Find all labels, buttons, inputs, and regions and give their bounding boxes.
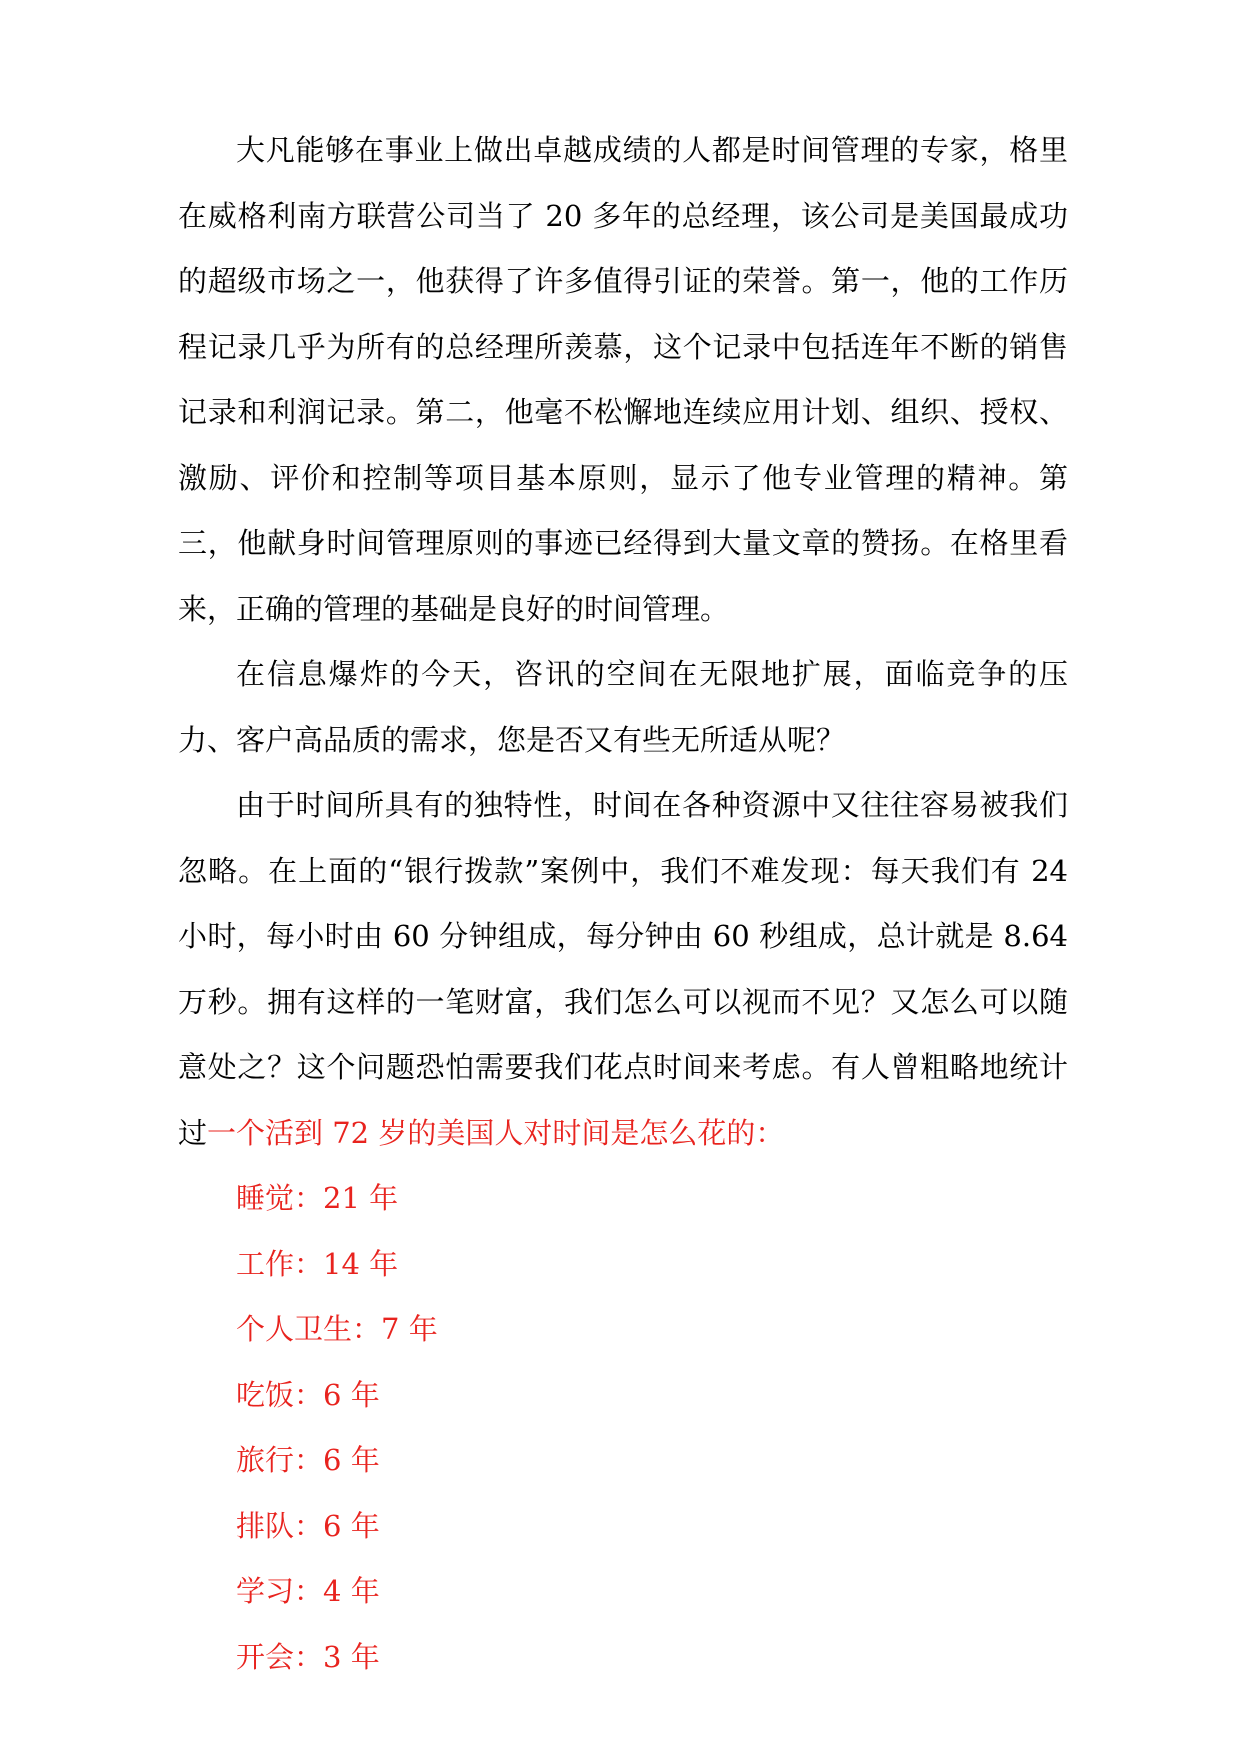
red-intro-line: 一个活到 72 岁的美国人对时间是怎么花的：	[207, 1115, 785, 1150]
list-item	[178, 1559, 1068, 1625]
paragraph-time-uniqueness-text: 由于时间所具有的独特性，时间在各种资源中又往往容易被我们忽略。在上面的“银行拨款”案例中，我们不难发现：每天我们有 24 小时，每小时由 60 分钟组成，每分钟由 60 秒组成，总计就是 8.64 万秒。拥有这样的一笔财富，我们怎么可以视而不见？又怎么可以随意处之？这个问题恐怕需要我们花点时间来考虑。有人曾粗略地统计过	[178, 788, 1068, 1150]
time-allocation-list	[178, 1166, 1068, 1690]
list-item-separator: ：	[294, 1574, 324, 1608]
list-item	[178, 1428, 1068, 1494]
list-item-value: 7 年	[381, 1312, 438, 1346]
list-item-separator: ：	[294, 1181, 324, 1215]
list-item-separator: ：	[294, 1639, 324, 1674]
paragraph-grey-management: 大凡能够在事业上做出卓越成绩的人都是时间管理的专家，格里在威格利南方联营公司当了 20 多年的总经理，该公司是美国最成功的超级市场之一，他获得了许多值得引证的荣誉。第一，他的工作历程记录几乎为所有的总经理所羡慕，这个记录中包括连年不断的销售记录和利润记录。第二，他毫不松懈地连续应用计划、组织、授权、激励、评价和控制等项目基本原则，显示了他专业管理的精神。第三，他献身时间管理原则的事迹已经得到大量文章的赞扬。在格里看来，正确的管理的基础是良好的时间管理。	[178, 133, 1068, 626]
list-item-value: 6 年	[323, 1443, 380, 1477]
list-item-value: 21 年	[323, 1181, 399, 1215]
list-item-separator: ：	[294, 1377, 324, 1412]
list-item-activity: 工作	[236, 1246, 295, 1281]
list-item-activity: 个人卫生	[236, 1312, 353, 1346]
paragraph-information-age: 在信息爆炸的今天，咨讯的空间在无限地扩展，面临竞争的压力、客户高品质的需求，您是否又有些无所适从呢？	[178, 657, 1068, 757]
paragraph-time-uniqueness	[178, 773, 1068, 1166]
list-item-value: 6 年	[323, 1508, 380, 1543]
list-item	[178, 1625, 1068, 1691]
list-item	[178, 1494, 1068, 1560]
list-item	[178, 1297, 1068, 1363]
list-item-activity: 学习	[236, 1574, 295, 1608]
list-item-value: 3 年	[323, 1639, 380, 1674]
list-item-separator: ：	[294, 1246, 324, 1281]
list-item-value: 14 年	[323, 1246, 399, 1281]
list-item-activity: 排队	[236, 1508, 295, 1543]
list-item-activity: 吃饭	[236, 1377, 295, 1412]
list-item	[178, 1363, 1068, 1429]
list-item-separator: ：	[294, 1443, 324, 1477]
document-page	[178, 118, 1068, 1690]
list-item-separator: ：	[294, 1508, 324, 1543]
list-item-value: 4 年	[323, 1574, 380, 1608]
list-item	[178, 1166, 1068, 1232]
list-item-activity: 开会	[236, 1639, 295, 1674]
list-item-value: 6 年	[323, 1377, 380, 1412]
list-item-activity: 睡觉	[236, 1181, 295, 1215]
list-item-activity: 旅行	[236, 1443, 295, 1477]
list-item	[178, 1232, 1068, 1298]
list-item-separator: ：	[352, 1312, 382, 1346]
